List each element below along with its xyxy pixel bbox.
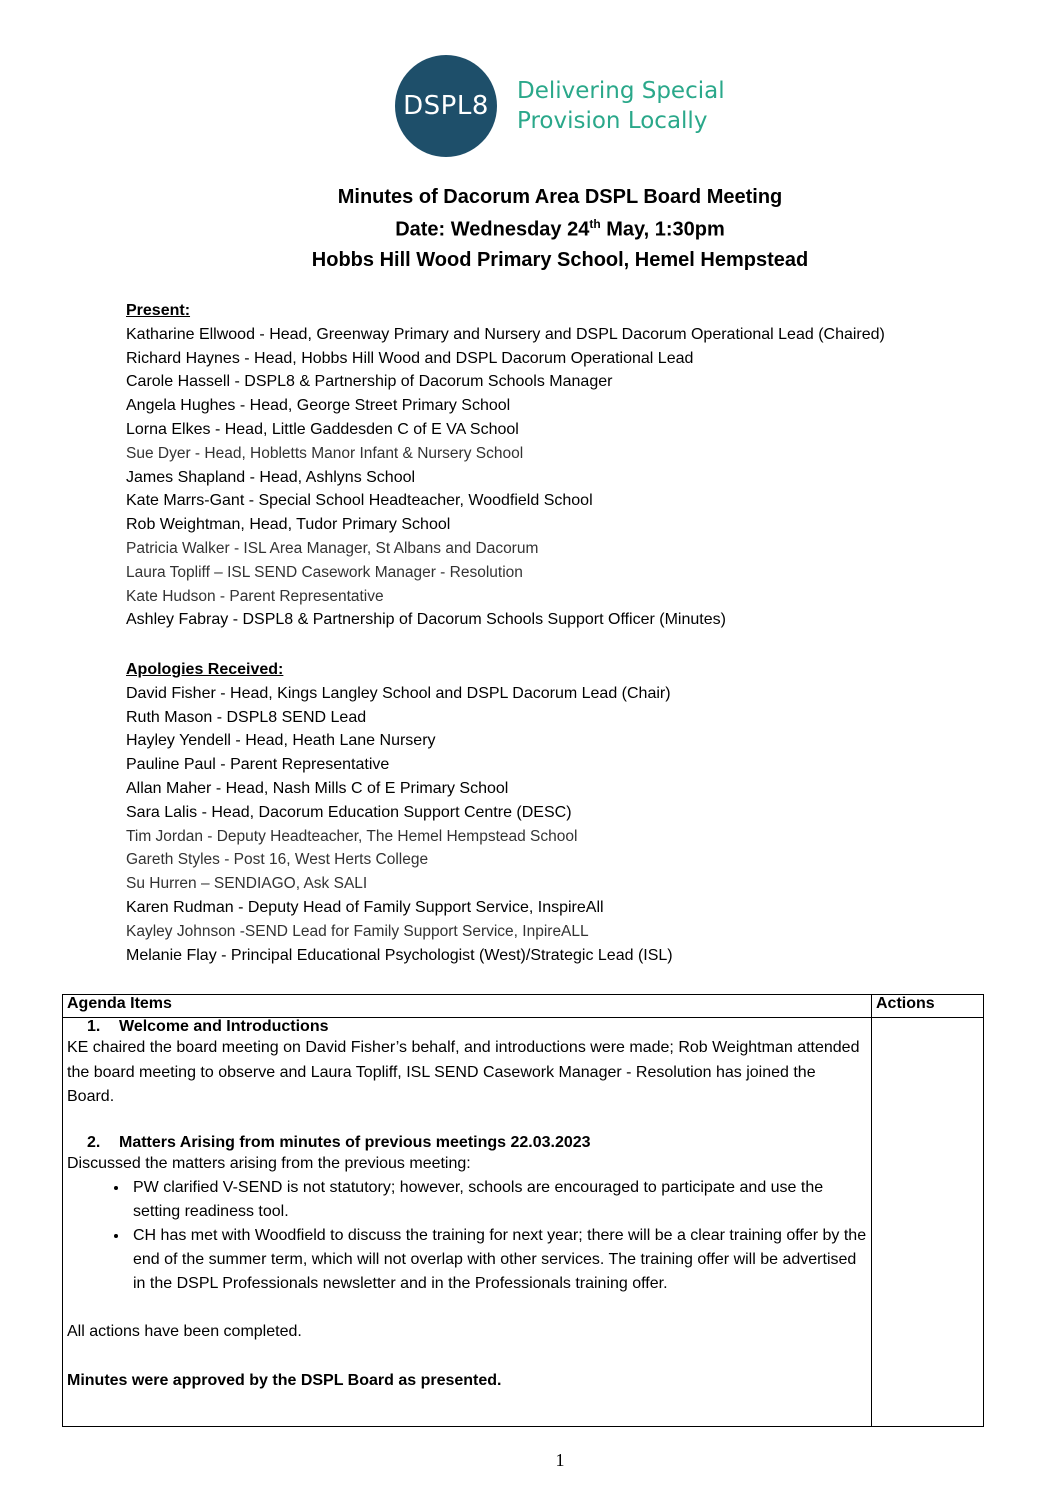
attendee: Laura Topliff – ISL SEND Casework Manager - Resolution	[126, 563, 523, 581]
attendee: James Shapland - Head, Ashlyns School	[126, 468, 416, 486]
attendee: Patricia Walker - ISL Area Manager, St Albans and Dacorum	[126, 539, 539, 557]
item-1-number: 1.	[87, 1018, 101, 1035]
attendee: Carole Hassell - DSPL8 & Partnership of Dacorum Schools Manager	[126, 373, 613, 391]
date-text: Date: Wednesday 24	[395, 218, 590, 241]
item-2-heading	[87, 1134, 867, 1152]
apology: Karen Rudman - Deputy Head of Family Support Service, InspireAll	[126, 898, 604, 916]
apology: Ruth Mason - DSPL8 SEND Lead	[126, 708, 367, 726]
present-heading: Present:	[126, 302, 191, 319]
attendee: Kate Marrs-Gant - Special School Headteacher, Woodfield School	[126, 492, 593, 510]
apology: Allan Maher - Head, Nash Mills C of E Primary School	[126, 779, 509, 797]
date-suffix: th	[589, 217, 601, 231]
attendee: Angela Hughes - Head, George Street Primary School	[126, 397, 511, 415]
attendee: Sue Dyer - Head, Hobletts Manor Infant & Nursery School	[126, 444, 524, 462]
item-2-intro: Discussed the matters arising from the previous meeting:	[67, 1154, 471, 1172]
bullet-item: • PW clarified V-SEND is not statutory; however, schools are encouraged to participate and use the setting readiness tool.	[129, 1176, 867, 1224]
logo-text	[517, 76, 725, 136]
item-2-approved: Minutes were approved by the DSPL Board as presented.	[67, 1371, 502, 1389]
agenda-items-header: Agenda Items	[63, 995, 872, 1018]
item-1-body: KE chaired the board meeting on David Fisher’s behalf, and introductions were made; Rob Weightman attended the board meeting to observe and Laura Topliff, ISL SEND Casework Manager - Resolution has joined the Board.	[67, 1039, 860, 1105]
apology: Kayley Johnson -SEND Lead for Family Support Service, InpireALL	[126, 922, 589, 940]
attendee: Kate Hudson - Parent Representative	[126, 587, 384, 605]
item-1-heading	[87, 1018, 867, 1036]
meeting-date	[0, 217, 1058, 242]
page-number: 1	[555, 1450, 565, 1470]
apologies-heading: Apologies Received:	[126, 661, 284, 678]
date-time: May, 1:30pm	[600, 218, 725, 241]
meeting-venue: Hobbs Hill Wood Primary School, Hemel Hempstead	[311, 249, 809, 271]
document-title: Minutes of Dacorum Area DSPL Board Meeting	[337, 186, 783, 208]
item-2-title: Matters Arising from minutes of previous meetings 22.03.2023	[119, 1133, 591, 1151]
attendee: Richard Haynes - Head, Hobbs Hill Wood and DSPL Dacorum Operational Lead	[126, 349, 694, 367]
apology: Su Hurren – SENDIAGO, Ask SALI	[126, 875, 368, 893]
agenda-body-row	[63, 1018, 984, 1427]
apology: Tim Jordan - Deputy Headteacher, The Hemel Hempstead School	[126, 827, 578, 845]
item-2-completed: All actions have been completed.	[67, 1323, 302, 1340]
logo-mark: DSPL8	[395, 55, 497, 157]
attendee: Katharine Ellwood - Head, Greenway Primary and Nursery and DSPL Dacorum Operational Lead (Chaired)	[126, 325, 885, 343]
apology: Melanie Flay - Principal Educational Psychologist (West)/Strategic Lead (ISL)	[126, 946, 673, 964]
dspl8-logo	[395, 54, 725, 158]
agenda-items-cell	[63, 1018, 872, 1427]
apology: Sara Lalis - Head, Dacorum Education Support Centre (DESC)	[126, 803, 572, 821]
bullet-item: • CH has met with Woodfield to discuss the training for next year; there will be a clear training offer by the end of the summer term, which will not overlap with other services. The training offer will be advertised in the DSPL Professionals newsletter and in the Professionals training offer.	[129, 1224, 867, 1296]
present-section	[126, 299, 885, 632]
apology: Gareth Styles - Post 16, West Herts College	[126, 851, 429, 869]
attendee: Lorna Elkes - Head, Little Gaddesden C of E VA School	[126, 420, 519, 438]
attendee: Ashley Fabray - DSPL8 & Partnership of Dacorum Schools Support Officer (Minutes)	[126, 611, 726, 629]
item-2-number: 2.	[87, 1133, 101, 1151]
agenda-table	[62, 994, 984, 1427]
item-2-bullets	[67, 1176, 867, 1296]
apology: Pauline Paul - Parent Representative	[126, 756, 390, 774]
apologies-section	[126, 658, 673, 967]
actions-header: Actions	[872, 995, 984, 1018]
item-1-title: Welcome and Introductions	[119, 1018, 329, 1035]
apology: Hayley Yendell - Head, Heath Lane Nursery	[126, 732, 436, 750]
attendee: Rob Weightman, Head, Tudor Primary School	[126, 516, 451, 534]
logo-line-2: Provision Locally	[517, 108, 708, 134]
apology: David Fisher - Head, Kings Langley School and DSPL Dacorum Lead (Chair)	[126, 684, 671, 702]
agenda-header-row	[63, 995, 984, 1018]
logo-line-1: Delivering Special	[517, 78, 725, 104]
actions-cell	[872, 1018, 984, 1427]
